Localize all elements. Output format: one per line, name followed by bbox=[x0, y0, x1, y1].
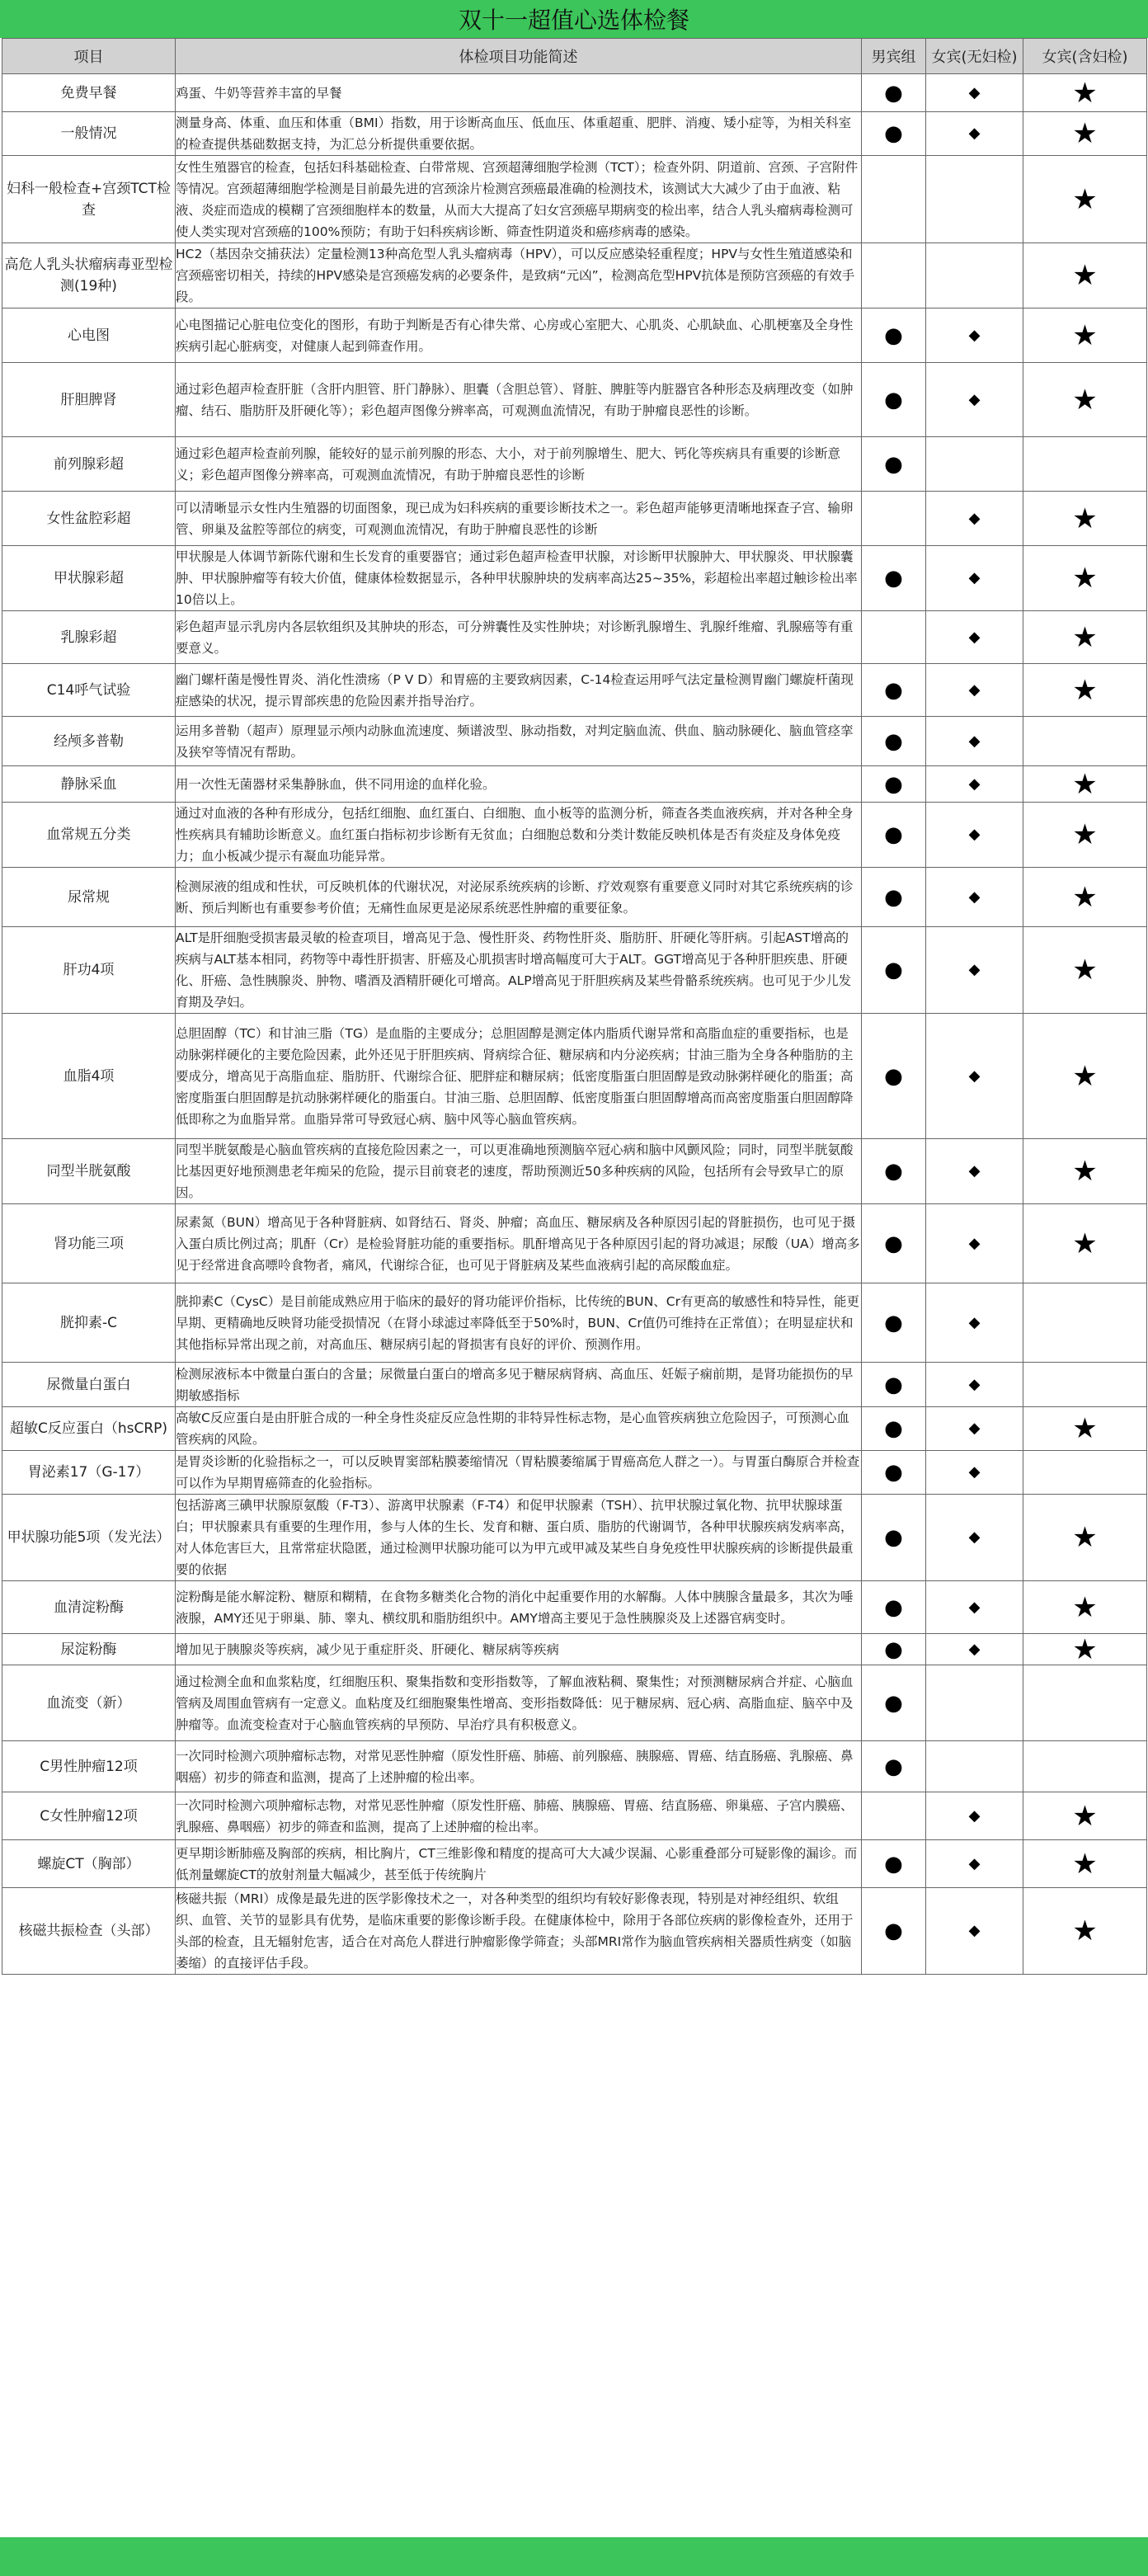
empty-mark-cell bbox=[926, 437, 1023, 492]
empty-mark-cell bbox=[1023, 1451, 1147, 1495]
male-mark-cell bbox=[862, 1204, 926, 1283]
female-unmarried-mark-cell bbox=[926, 1363, 1023, 1407]
item-description: 女性生殖器官的检查，包括妇科基础检查、白带常规、宫颈超薄细胞学检测（TCT）；检查外阴、阴道前、宫颈、子宫附件等情况。宫颈超薄细胞学检测是目前最先进的宫颈涂片检测宫颈癌最准确的检测技术，该测试大大减少了由于血液、粘液、炎症而造成的模糊了宫颈细胞样本的数量，从而大大提高了妇女宫颈癌早期病变的检出率，结合人乳头瘤病毒检测可使人类实现对宫颈癌的100%预防；有助于妇科疾病诊断、筛查性阴道炎和癌疹病毒的感染。 bbox=[176, 156, 862, 243]
table-row bbox=[2, 243, 1147, 308]
empty-mark-cell bbox=[862, 156, 926, 243]
female-unmarried-mark: ◆ bbox=[968, 826, 981, 843]
table-row bbox=[2, 363, 1147, 437]
item-name: 肾功能三项 bbox=[2, 1204, 176, 1283]
female-unmarried-mark-cell bbox=[926, 546, 1023, 611]
table-row bbox=[2, 1741, 1147, 1792]
male-mark: ● bbox=[884, 451, 903, 477]
female-married-mark-cell bbox=[1023, 611, 1147, 664]
item-description: 增加见于胰腺炎等疾病，减少见于重症肝炎、肝硬化、糖尿病等疾病 bbox=[176, 1634, 862, 1665]
item-description: 一次同时检测六项肿瘤标志物，对常见恶性肿瘤（原发性肝癌、肺癌、胰腺癌、胃癌、结直肠癌、卵巢癌、子宫内膜癌、乳腺癌、鼻咽癌）初步的筛查和监测，提高了上述肿瘤的检出率。 bbox=[176, 1792, 862, 1840]
empty-mark-cell bbox=[1023, 1283, 1147, 1363]
item-name: 血脂4项 bbox=[2, 1014, 176, 1139]
female-unmarried-mark: ◆ bbox=[968, 1162, 981, 1180]
item-description: 彩色超声显示乳房内各层软组织及其肿块的形态，可分辨囊性及实性肿块；对诊断乳腺增生、乳腺纤维瘤、乳腺癌等有重要意义。 bbox=[176, 611, 862, 664]
header-description: 体检项目功能简述 bbox=[176, 39, 862, 74]
item-description: 胱抑素C（CysC）是目前能成熟应用于临床的最好的肾功能评价指标，比传统的BUN、Cr有更高的敏感性和特异性，能更早期、更精确地反映肾功能受损情况（在肾小球滤过率降低至于50%时，BUN、Cr值仍可维持在正常值）；在明显症状和其他指标异常出现之前，对高血压、糖尿病引起的肾损害有良好的评价、预测作用。 bbox=[176, 1283, 862, 1363]
female-married-mark-cell bbox=[1023, 664, 1147, 717]
table-row bbox=[2, 1581, 1147, 1634]
female-unmarried-mark: ◆ bbox=[968, 83, 981, 101]
female-unmarried-mark: ◆ bbox=[968, 628, 981, 646]
female-unmarried-mark: ◆ bbox=[968, 1067, 981, 1085]
item-name: 肝功4项 bbox=[2, 927, 176, 1014]
empty-mark-cell bbox=[862, 1792, 926, 1840]
male-mark-cell bbox=[862, 1741, 926, 1792]
item-description: 包括游离三碘甲状腺原氨酸（F-T3）、游离甲状腺素（F-T4）和促甲状腺素（TSH）、抗甲状腺过氧化物、抗甲状腺球蛋白；甲状腺素具有重要的生理作用，参与人体的生长、发育和糖、蛋白质、脂肪的代谢调节，各种甲状腺疾病发病率高，对人体危害巨大，且常常症状隐匿，通过检测甲状腺功能可以为甲亢或甲减及某些自身免疫性甲状腺疾病的诊断提供最重要的依据 bbox=[176, 1495, 862, 1581]
item-description: 用一次性无菌器材采集静脉血，供不同用途的血样化验。 bbox=[176, 766, 862, 803]
female-married-mark-cell bbox=[1023, 868, 1147, 927]
item-name: 肝胆脾肾 bbox=[2, 363, 176, 437]
female-married-mark: ★ bbox=[1072, 1847, 1098, 1881]
item-description: 通过对血液的各种有形成分，包括红细胞、血红蛋白、白细胞、血小板等的监测分析，筛查各类血液疾病，并对各种全身性疾病具有辅助诊断意义。血红蛋白指标初步诊断有无贫血；白细胞总数和分类计数能反映机体是否有炎症及身体免疫力；血小板减少提示有凝血功能异常。 bbox=[176, 803, 862, 868]
table-row bbox=[2, 717, 1147, 766]
female-married-mark-cell bbox=[1023, 308, 1147, 363]
male-mark-cell bbox=[862, 717, 926, 766]
male-mark-cell bbox=[862, 1451, 926, 1495]
male-mark-cell bbox=[862, 927, 926, 1014]
header-male: 男宾组 bbox=[862, 39, 926, 74]
item-name: 螺旋CT（胸部） bbox=[2, 1840, 176, 1888]
male-mark: ● bbox=[884, 958, 903, 982]
female-unmarried-mark-cell bbox=[926, 1581, 1023, 1634]
male-mark: ● bbox=[884, 1460, 903, 1485]
item-name: 尿淀粉酶 bbox=[2, 1634, 176, 1665]
female-unmarried-mark-cell bbox=[926, 927, 1023, 1014]
female-married-mark-cell bbox=[1023, 363, 1147, 437]
item-name: 血清淀粉酶 bbox=[2, 1581, 176, 1634]
male-mark: ● bbox=[884, 822, 903, 847]
female-married-mark: ★ bbox=[1072, 954, 1098, 987]
male-mark: ● bbox=[884, 771, 903, 797]
male-mark: ● bbox=[884, 1063, 903, 1089]
male-mark: ● bbox=[884, 1310, 903, 1335]
male-mark: ● bbox=[884, 1525, 903, 1550]
female-unmarried-mark-cell bbox=[926, 363, 1023, 437]
female-married-mark-cell bbox=[1023, 1407, 1147, 1451]
item-name: 前列腺彩超 bbox=[2, 437, 176, 492]
male-mark: ● bbox=[884, 566, 903, 591]
female-unmarried-mark: ◆ bbox=[968, 680, 981, 699]
female-married-mark: ★ bbox=[1072, 502, 1098, 535]
male-mark: ● bbox=[884, 677, 903, 703]
female-married-mark: ★ bbox=[1072, 562, 1098, 595]
table-row bbox=[2, 1665, 1147, 1741]
female-married-mark: ★ bbox=[1072, 818, 1098, 851]
item-description: 可以清晰显示女性内生殖器的切面图象，现已成为妇科疾病的重要诊断技术之一。彩色超声能够更清晰地探查子宫、输卵管、卵巢及盆腔等部位的病变，可观测血流情况，有助于肿瘤良恶性的诊断 bbox=[176, 492, 862, 546]
female-married-mark: ★ bbox=[1072, 182, 1098, 216]
female-unmarried-mark-cell bbox=[926, 1204, 1023, 1283]
item-name: 乳腺彩超 bbox=[2, 611, 176, 664]
empty-mark-cell bbox=[862, 611, 926, 664]
female-married-mark-cell bbox=[1023, 74, 1147, 112]
item-description: 检测尿液标本中微量白蛋白的含量；尿微量白蛋白的增高多见于糖尿病肾病、高血压、妊娠子痫前期，是肾功能损伤的早期敏感指标 bbox=[176, 1363, 862, 1407]
female-unmarried-mark: ◆ bbox=[968, 125, 981, 142]
female-unmarried-mark: ◆ bbox=[968, 1375, 981, 1393]
female-unmarried-mark: ◆ bbox=[968, 1313, 981, 1331]
female-unmarried-mark-cell bbox=[926, 1495, 1023, 1581]
item-description: 运用多普勒（超声）原理显示颅内动脉血流速度、频谱波型、脉动指数，对判定脑血流、供血、脑动脉硬化、脑血管痉挛及狭窄等情况有帮助。 bbox=[176, 717, 862, 766]
table-row bbox=[2, 308, 1147, 363]
table-row bbox=[2, 1283, 1147, 1363]
male-mark: ● bbox=[884, 1231, 903, 1256]
item-description: 心电图描记心脏电位变化的图形，有助于判断是否有心律失常、心房或心室肥大、心肌炎、心肌缺血、心肌梗塞及全身性疾病引起心脏病变，对健康人起到筛查作用。 bbox=[176, 308, 862, 363]
female-married-mark: ★ bbox=[1072, 383, 1098, 417]
table-row bbox=[2, 74, 1147, 112]
female-married-mark: ★ bbox=[1072, 1914, 1098, 1947]
table-row bbox=[2, 868, 1147, 927]
page-title: 双十一超值心选体检餐 bbox=[0, 0, 1148, 38]
female-married-mark: ★ bbox=[1072, 1059, 1098, 1093]
item-description: 幽门螺杆菌是慢性胃炎、消化性溃疡（P V D）和胃癌的主要致病因素，C-14检查运用呼气法定量检测胃幽门螺旋杆菌现症感染的状况，提示胃部疾患的危险因素并指导治疗。 bbox=[176, 664, 862, 717]
female-married-mark-cell bbox=[1023, 1840, 1147, 1888]
female-married-mark-cell bbox=[1023, 803, 1147, 868]
table-row bbox=[2, 1792, 1147, 1840]
female-unmarried-mark: ◆ bbox=[968, 775, 981, 793]
female-married-mark-cell bbox=[1023, 492, 1147, 546]
female-unmarried-mark-cell bbox=[926, 492, 1023, 546]
female-married-mark-cell bbox=[1023, 546, 1147, 611]
female-unmarried-mark: ◆ bbox=[968, 1640, 981, 1658]
table-row bbox=[2, 437, 1147, 492]
male-mark-cell bbox=[862, 803, 926, 868]
female-married-mark: ★ bbox=[1072, 259, 1098, 292]
item-description: 测量身高、体重、血压和体重（BMI）指数，用于诊断高血压、低血压、体重超重、肥胖、消瘦、矮小症等，为相关科室的检查提供基础数据支持，为汇总分析提供重要依据。 bbox=[176, 112, 862, 156]
table-header-row bbox=[2, 39, 1147, 74]
male-mark-cell bbox=[862, 766, 926, 803]
item-description: 更早期诊断肺癌及胸部的疾病，相比胸片，CT三维影像和精度的提高可大大减少误漏、心影重叠部分可疑影像的漏诊。而低剂量螺旋CT的放射剂量大幅减少，甚至低于传统胸片 bbox=[176, 1840, 862, 1888]
table-row bbox=[2, 112, 1147, 156]
female-married-mark: ★ bbox=[1072, 620, 1098, 654]
male-mark: ● bbox=[884, 121, 903, 146]
empty-mark-cell bbox=[926, 1741, 1023, 1792]
male-mark-cell bbox=[862, 1634, 926, 1665]
male-mark-cell bbox=[862, 1495, 926, 1581]
female-unmarried-mark-cell bbox=[926, 1888, 1023, 1975]
male-mark-cell bbox=[862, 1014, 926, 1139]
female-married-mark-cell bbox=[1023, 1581, 1147, 1634]
male-mark-cell bbox=[862, 1407, 926, 1451]
female-unmarried-mark-cell bbox=[926, 611, 1023, 664]
table-row bbox=[2, 492, 1147, 546]
male-mark-cell bbox=[862, 308, 926, 363]
table-row bbox=[2, 1204, 1147, 1283]
female-unmarried-mark: ◆ bbox=[968, 888, 981, 906]
empty-mark-cell bbox=[862, 492, 926, 546]
female-unmarried-mark: ◆ bbox=[968, 1528, 981, 1546]
item-description: HC2（基因杂交捕获法）定量检测13种高危型人乳头瘤病毒（HPV），可以反应感染轻重程度；HPV与女性生殖道感染和宫颈癌密切相关，持续的HPV感染是宫颈癌发病的必要条件，是致病“元凶”，检测高危型HPV抗体是预防宫颈癌的有效手段。 bbox=[176, 243, 862, 308]
item-name: 心电图 bbox=[2, 308, 176, 363]
empty-mark-cell bbox=[1023, 437, 1147, 492]
item-name: C女性肿瘤12项 bbox=[2, 1792, 176, 1840]
item-name: C男性肿瘤12项 bbox=[2, 1741, 176, 1792]
male-mark: ● bbox=[884, 323, 903, 348]
male-mark-cell bbox=[862, 1139, 926, 1204]
table-row bbox=[2, 546, 1147, 611]
table-row bbox=[2, 156, 1147, 243]
female-unmarried-mark: ◆ bbox=[968, 1598, 981, 1616]
item-description: 甲状腺是人体调节新陈代谢和生长发育的重要器官；通过彩色超声检查甲状腺，对诊断甲状腺肿大、甲状腺炎、甲状腺囊肿、甲状腺肿瘤等有较大价值，健康体检数据显示，各种甲状腺肿块的发病率高达25~35%，彩超检出率超过触诊检出率10倍以上。 bbox=[176, 546, 862, 611]
item-description: 鸡蛋、牛奶等营养丰富的早餐 bbox=[176, 74, 862, 112]
female-married-mark: ★ bbox=[1072, 1227, 1098, 1260]
item-name: 高危人乳头状瘤病毒亚型检测(19种) bbox=[2, 243, 176, 308]
item-name: 尿微量白蛋白 bbox=[2, 1363, 176, 1407]
female-unmarried-mark: ◆ bbox=[968, 509, 981, 527]
female-married-mark-cell bbox=[1023, 766, 1147, 803]
male-mark: ● bbox=[884, 1919, 903, 1943]
male-mark-cell bbox=[862, 1665, 926, 1741]
male-mark-cell bbox=[862, 363, 926, 437]
table-row bbox=[2, 1451, 1147, 1495]
female-unmarried-mark: ◆ bbox=[968, 390, 981, 408]
item-description: 核磁共振（MRI）成像是最先进的医学影像技术之一，对各种类型的组织均有较好影像表现，特别是对神经组织、软组织、血管、关节的显影具有优势，是临床重要的影像诊断手段。在健康体检中，除用于各部位疾病的影像检查外，还用于头部的检查，且无辐射危害，适合在对高危人群进行肿瘤影像学筛查；头部MRI常作为脑血管疾病相关器质性病变（如脑萎缩）的直接评估手段。 bbox=[176, 1888, 862, 1975]
female-married-mark: ★ bbox=[1072, 117, 1098, 150]
item-name: 核磁共振检查（头部） bbox=[2, 1888, 176, 1975]
table-row bbox=[2, 664, 1147, 717]
item-name: 同型半胱氨酸 bbox=[2, 1139, 176, 1204]
item-description: 是胃炎诊断的化验指标之一，可以反映胃窦部粘膜萎缩情况（胃粘膜萎缩属于胃癌高危人群之一）。与胃蛋白酶原合并检查可以作为早期胃癌筛查的化验指标。 bbox=[176, 1451, 862, 1495]
female-unmarried-mark: ◆ bbox=[968, 1854, 981, 1872]
male-mark: ● bbox=[884, 1372, 903, 1397]
table-row bbox=[2, 1139, 1147, 1204]
male-mark-cell bbox=[862, 1363, 926, 1407]
item-name: 甲状腺功能5项（发光法） bbox=[2, 1495, 176, 1581]
table-row bbox=[2, 927, 1147, 1014]
female-married-mark: ★ bbox=[1072, 318, 1098, 352]
female-married-mark: ★ bbox=[1072, 1155, 1098, 1188]
male-mark-cell bbox=[862, 74, 926, 112]
female-unmarried-mark-cell bbox=[926, 868, 1023, 927]
empty-mark-cell bbox=[926, 243, 1023, 308]
female-married-mark: ★ bbox=[1072, 767, 1098, 801]
female-married-mark-cell bbox=[1023, 243, 1147, 308]
male-mark-cell bbox=[862, 868, 926, 927]
empty-mark-cell bbox=[1023, 717, 1147, 766]
item-name: 胃泌素17（G-17） bbox=[2, 1451, 176, 1495]
female-married-mark-cell bbox=[1023, 1888, 1147, 1975]
empty-mark-cell bbox=[862, 243, 926, 308]
male-mark: ● bbox=[884, 1159, 903, 1184]
header-item: 项目 bbox=[2, 39, 176, 74]
female-married-mark-cell bbox=[1023, 156, 1147, 243]
female-unmarried-mark-cell bbox=[926, 1139, 1023, 1204]
male-mark: ● bbox=[884, 1851, 903, 1877]
table-row bbox=[2, 803, 1147, 868]
item-name: 尿常规 bbox=[2, 868, 176, 927]
female-unmarried-mark-cell bbox=[926, 1792, 1023, 1840]
item-description: 淀粉酶是能水解淀粉、糖原和糊精，在食物多糖类化合物的消化中起重要作用的水解酶。人体中胰腺含量最多，其次为唾液腺，AMY还见于卵巢、肺、睾丸、横纹肌和脂肪组织中。AMY增高主要见于急性胰腺炎及上述器官病变时。 bbox=[176, 1581, 862, 1634]
empty-mark-cell bbox=[926, 156, 1023, 243]
item-description: 高敏C反应蛋白是由肝脏合成的一种全身性炎症反应急性期的非特异性标志物，是心血管疾病独立危险因子，可预测心血管疾病的风险。 bbox=[176, 1407, 862, 1451]
table-row bbox=[2, 1407, 1147, 1451]
female-unmarried-mark-cell bbox=[926, 308, 1023, 363]
female-married-mark: ★ bbox=[1072, 673, 1098, 707]
male-mark: ● bbox=[884, 728, 903, 754]
male-mark-cell bbox=[862, 437, 926, 492]
male-mark-cell bbox=[862, 112, 926, 156]
male-mark: ● bbox=[884, 80, 903, 106]
item-description: 尿素氮（BUN）增高见于各种肾脏病、如肾结石、肾炎、肿瘤；高血压、糖尿病及各种原因引起的肾脏损伤，也可见于摄入蛋白质比例过高；肌酐（Cr）是检验肾脏功能的重要指标。肌酐增高见于各种原因引起的肾功减退；尿酸（UA）增高多见于经常进食高嘌呤食物者，痛风，代谢综合征，也可见于肾脏病及某些血液病引起的高尿酸血症。 bbox=[176, 1204, 862, 1283]
male-mark-cell bbox=[862, 546, 926, 611]
item-name: 妇科一般检查+宫颈TCT检查 bbox=[2, 156, 176, 243]
female-unmarried-mark-cell bbox=[926, 1407, 1023, 1451]
package-table bbox=[2, 38, 1147, 1975]
header-female-married: 女宾(含妇检) bbox=[1023, 39, 1147, 74]
female-married-mark-cell bbox=[1023, 1495, 1147, 1581]
male-mark-cell bbox=[862, 1283, 926, 1363]
male-mark: ● bbox=[884, 1754, 903, 1779]
item-name: 一般情况 bbox=[2, 112, 176, 156]
item-description: 检测尿液的组成和性状，可反映机体的代谢状况，对泌尿系统疾病的诊断、疗效观察有重要意义同时对其它系统疾病的诊断、预后判断也有重要参考价值；无痛性血尿更是泌尿系统恶性肿瘤的重要征象。 bbox=[176, 868, 862, 927]
table-row bbox=[2, 1888, 1147, 1975]
female-unmarried-mark-cell bbox=[926, 1451, 1023, 1495]
table-row bbox=[2, 1014, 1147, 1139]
male-mark: ● bbox=[884, 1690, 903, 1716]
header-female-unmarried: 女宾(无妇检) bbox=[926, 39, 1023, 74]
male-mark-cell bbox=[862, 1888, 926, 1975]
item-description: 通过彩色超声检查肝脏（含肝内胆管、肝门静脉）、胆囊（含胆总管）、肾脏、脾脏等内脏器官各种形态及病理改变（如肿瘤、结石、脂肪肝及肝硬化等）；彩色超声图像分辨率高，可观测血流情况，有助于肿瘤良恶性的诊断。 bbox=[176, 363, 862, 437]
item-name: 血流变（新） bbox=[2, 1665, 176, 1741]
table-row bbox=[2, 1840, 1147, 1888]
female-unmarried-mark-cell bbox=[926, 766, 1023, 803]
female-married-mark: ★ bbox=[1072, 1799, 1098, 1833]
female-unmarried-mark-cell bbox=[926, 112, 1023, 156]
item-description: 通过彩色超声检查前列腺，能较好的显示前列腺的形态、大小，对于前列腺增生、肥大、钙化等疾病具有重要的诊断意义；彩色超声图像分辨率高，可观测血流情况，有助于肿瘤良恶性的诊断 bbox=[176, 437, 862, 492]
female-married-mark-cell bbox=[1023, 1634, 1147, 1665]
female-married-mark-cell bbox=[1023, 927, 1147, 1014]
female-married-mark-cell bbox=[1023, 1792, 1147, 1840]
female-unmarried-mark-cell bbox=[926, 803, 1023, 868]
female-unmarried-mark: ◆ bbox=[968, 326, 981, 344]
item-description: 一次同时检测六项肿瘤标志物，对常见恶性肿瘤（原发性肝癌、肺癌、前列腺癌、胰腺癌、胃癌、结直肠癌、乳腺癌、鼻咽癌）初步的筛查和监测，提高了上述肿瘤的检出率。 bbox=[176, 1741, 862, 1792]
female-married-mark: ★ bbox=[1072, 1521, 1098, 1554]
table-row bbox=[2, 1634, 1147, 1665]
female-married-mark: ★ bbox=[1072, 1590, 1098, 1624]
item-description: 总胆固醇（TC）和甘油三脂（TG）是血脂的主要成分；总胆固醇是测定体内脂质代谢异常和高脂血症的重要指标，也是动脉粥样硬化的主要危险因素，此外还见于肝胆疾病、肾病综合征、糖尿病和内分泌疾病；甘油三脂为全身各种脂肪的主要成分，增高见于高脂血症、脂肪肝、代谢综合征、肥胖症和糖尿病；低密度脂蛋白胆固醇是致动脉粥样硬化的脂蛋；高密度脂蛋白胆固醇是抗动脉粥样硬化的脂蛋白。甘油三脂、总胆固醇、低密度脂蛋白胆固醇增高而高密度脂蛋白胆固醇降低即称之为血脂异常。血脂异常可导致冠心病、脑中风等心脑血管疾病。 bbox=[176, 1014, 862, 1139]
female-unmarried-mark-cell bbox=[926, 1283, 1023, 1363]
item-description: 通过检测全血和血浆粘度，红细胞压积、聚集指数和变形指数等，了解血液粘稠、聚集性；对预测糖尿病合并症、心脑血管病及周围血管病有一定意义。血粘度及红细胞聚集性增高、变形指数降低：见于糖尿病、冠心病、高脂血症、脑卒中及肿瘤等。血流变检查对于心脑血管疾病的早预防、早治疗具有积极意义。 bbox=[176, 1665, 862, 1741]
female-married-mark: ★ bbox=[1072, 1412, 1098, 1445]
table-row bbox=[2, 611, 1147, 664]
female-unmarried-mark: ◆ bbox=[968, 1806, 981, 1825]
female-married-mark-cell bbox=[1023, 1139, 1147, 1204]
item-name: 静脉采血 bbox=[2, 766, 176, 803]
male-mark-cell bbox=[862, 664, 926, 717]
item-name: 胱抑素-C bbox=[2, 1283, 176, 1363]
item-name: 女性盆腔彩超 bbox=[2, 492, 176, 546]
male-mark-cell bbox=[862, 1581, 926, 1634]
female-unmarried-mark: ◆ bbox=[968, 1463, 981, 1481]
female-married-mark-cell bbox=[1023, 112, 1147, 156]
table-row bbox=[2, 1495, 1147, 1581]
item-description: ALT是肝细胞受损害最灵敏的检查项目，增高见于急、慢性肝炎、药物性肝炎、脂肪肝、肝硬化等肝病。引起AST增高的疾病与ALT基本相同，药物等中毒性肝损害、肝癌及心肌损害时增高幅度可大于ALT。GGT增高见于各种肝胆疾患、肝硬化、肝癌、急性胰腺炎、肿物、嗜酒及酒精肝硬化可增高。ALP增高见于肝胆疾病及某些骨骼系统疾病。也可见于少儿发育期及孕妇。 bbox=[176, 927, 862, 1014]
female-unmarried-mark: ◆ bbox=[968, 1234, 981, 1252]
male-mark: ● bbox=[884, 1594, 903, 1620]
female-unmarried-mark-cell bbox=[926, 1634, 1023, 1665]
item-name: C14呼气试验 bbox=[2, 664, 176, 717]
female-unmarried-mark-cell bbox=[926, 1014, 1023, 1139]
female-unmarried-mark-cell bbox=[926, 664, 1023, 717]
female-married-mark: ★ bbox=[1072, 880, 1098, 914]
empty-mark-cell bbox=[1023, 1665, 1147, 1741]
item-name: 甲状腺彩超 bbox=[2, 546, 176, 611]
female-unmarried-mark: ◆ bbox=[968, 961, 981, 978]
female-married-mark-cell bbox=[1023, 1204, 1147, 1283]
empty-mark-cell bbox=[1023, 1741, 1147, 1792]
male-mark: ● bbox=[884, 1636, 903, 1662]
male-mark: ● bbox=[884, 387, 903, 412]
empty-mark-cell bbox=[926, 1665, 1023, 1741]
female-unmarried-mark: ◆ bbox=[968, 1922, 981, 1939]
female-married-mark: ★ bbox=[1072, 76, 1098, 110]
female-married-mark-cell bbox=[1023, 1014, 1147, 1139]
item-name: 免费早餐 bbox=[2, 74, 176, 112]
male-mark: ● bbox=[884, 884, 903, 910]
female-unmarried-mark-cell bbox=[926, 1840, 1023, 1888]
female-unmarried-mark: ◆ bbox=[968, 732, 981, 750]
female-married-mark: ★ bbox=[1072, 1633, 1098, 1665]
female-unmarried-mark: ◆ bbox=[968, 1420, 981, 1437]
empty-mark-cell bbox=[1023, 1363, 1147, 1407]
item-name: 超敏C反应蛋白（hsCRP) bbox=[2, 1407, 176, 1451]
item-name: 经颅多普勒 bbox=[2, 717, 176, 766]
table-row bbox=[2, 1363, 1147, 1407]
item-description: 同型半胱氨酸是心脑血管疾病的直接危险因素之一，可以更准确地预测脑卒冠心病和脑中风颤风险；同时，同型半胱氨酸比基因更好地预测患老年痴呆的危险，提示目前衰老的速度，帮助预测近50多种疾病的风险，包括所有会导致早亡的原因。 bbox=[176, 1139, 862, 1204]
item-name: 血常规五分类 bbox=[2, 803, 176, 868]
footer-bar bbox=[0, 2537, 1148, 2576]
table-row bbox=[2, 766, 1147, 803]
male-mark-cell bbox=[862, 1840, 926, 1888]
female-unmarried-mark: ◆ bbox=[968, 569, 981, 586]
male-mark: ● bbox=[884, 1416, 903, 1441]
female-unmarried-mark-cell bbox=[926, 74, 1023, 112]
female-unmarried-mark-cell bbox=[926, 717, 1023, 766]
